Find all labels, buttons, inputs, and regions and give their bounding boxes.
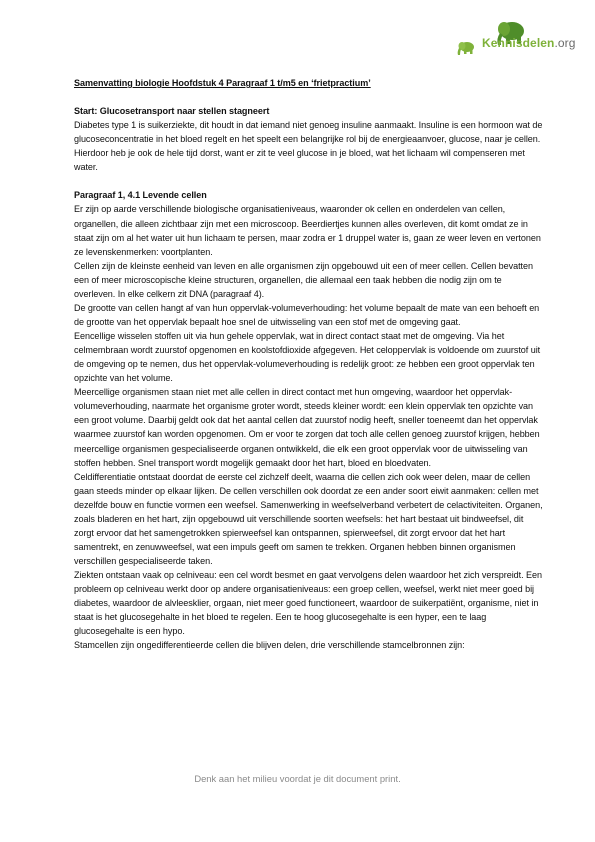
paragraph: Cellen zijn de kleinste eenheid van leven en alle organismen zijn opgebouwd uit een of meer cellen. Cellen bevatten een of meer microscopische kleine structuren, organellen, die allemaal een taak hebben die nodig zijn om te overleven. In elke celkern zit DNA (paragraaf 4). (74, 260, 533, 299)
logo-wordmark (482, 36, 576, 50)
logo-name-part1: Kennis (482, 36, 523, 50)
paragraph: Celdifferentiatie ontstaat doordat de eerste cel zichzelf deelt, waarna die cellen zich ook weer delen, maar de cellen gaan steeds minder op elkaar lijken. De cellen verschillen ook doordat ze een ander soort eiwit aanmaken: cellen met dezelfde bouw en functie vormen een weefsel. Samenwerking in weefselverband verbetert de celactiviteiten. Organen, zoals bladeren en het hart, zijn opgebouwd uit verschillende soorten weefsels: het hart bestaat uit bindweefsel, dit zorgt ervoor dat het samengetrokken spierweefsel kan ontspannen, spierweefsel, dit zorgt ervoor dat het hart samentrekt, en zenuwweefsel, wat een impuls geeft om samen te trekken. Organen hebben binnen organismen verschillen gespecialiseerde taken. (74, 471, 543, 566)
paragraph: Diabetes type 1 is suikerziekte, dit houdt in dat iemand niet genoeg insuline aanmaakt. Insuline is een hormoon wat de glucoseconcentratie in het bloed regelt en het speelt een belangrijke rol bij de energieaanvoer, glucose, naar je cellen. Hierdoor heb je ook de hele tijd dorst, want er zit te veel glucose in je bloed, wat het lichaam wil compenseren met water. (74, 120, 543, 173)
paragraph: Er zijn op aarde verschillende biologische organisatieniveaus, waaronder ok cellen en onderdelen van cellen, organellen, die alleen zichtbaar zijn met een microscoop. Beerdiertjes kunnen alles overleven, dit komt omdat ze in staat zijn om al het water uit hun lichaam te persen, maar zodra er 1 druppel water is, gaan ze weer leven en vertonen ze levenskenmerken: voortplanten. (74, 204, 541, 257)
paragraph: Meercellige organismen staan niet met alle cellen in direct contact met hun omgeving, waardoor het oppervlak-volumeverhouding, naarmate het organisme groter wordt, steeds kleiner wordt: een klein oppervlak ten opzichte van een groot volume. Daarbij geldt ook dat het aantal cellen dat zuurstof nodig heeft, sneller toeneemt dan het oppervlak waarmee zuurstof kan worden opgenomen. Om er voor te zorgen dat toch alle cellen genoeg zuurstof krijgen, hebben meercellige organismen gespecialiseerde organen ontwikkeld, die elk een groot oppervlak voor de uitwisseling van stoffen hebben. Snel transport wordt mogelijk gemaakt door het hart, bloed en bloedvaten. (74, 387, 540, 468)
footer-note: Denk aan het milieu voordat je dit document print. (194, 773, 401, 784)
paragraph: Ziekten ontstaan vaak op celniveau: een cel wordt besmet en gaat vervolgens delen waardoor het zich verspreidt. Een probleem op celniveau werkt door op andere organisatieniveaus: een groep cellen, weefsel, werkt niet meer goed bij diabetes, waardoor de alvleesklier, orgaan, niet meer goed functioneert, waardoor de suikerpatiënt, organisme, niet in staat is het glucosegehalte in het bloed te regelen. Een te hoog glucosegehalte is een hyper, een te laag glucosegehalte is een hypo. (74, 570, 542, 637)
logo-name-part3: .org (554, 36, 576, 50)
logo-name-part2: delen (522, 36, 555, 50)
document-title: Samenvatting biologie Hoofdstuk 4 Paragraaf 1 t/m5 en ‘frietpractium’ (74, 78, 371, 88)
section-heading: Start: Glucosetransport naar stellen stagneert (74, 106, 270, 117)
paragraph: Eencellige wisselen stoffen uit via hun gehele oppervlak, wat in direct contact staat met de omgeving. Via het celmembraan wordt zuurstof opgenomen en koolstofdioxide afgegeven. Het celoppervlak is voldoende om zuurstof uit de omgeving op te nemen, dus het oppervlak-volumeverhouding is redelijk groot: ze hebben een groot oppervlak ten opzichte van het volume. (74, 331, 541, 384)
paragraph: De grootte van cellen hangt af van hun oppervlak-volumeverhouding: het volume bepaalt de mate van een behoeft en de grootte van het oppervlak bepaalt hoe snel de uitwisseling van een stof met de omgeving gaat. (74, 302, 540, 327)
section-heading: Paragraaf 1, 4.1 Levende cellen (74, 190, 207, 201)
paragraph: Stamcellen zijn ongedifferentieerde cellen die blijven delen, drie verschillende stamcelbronnen zijn: (74, 640, 465, 651)
document-body (74, 76, 544, 652)
